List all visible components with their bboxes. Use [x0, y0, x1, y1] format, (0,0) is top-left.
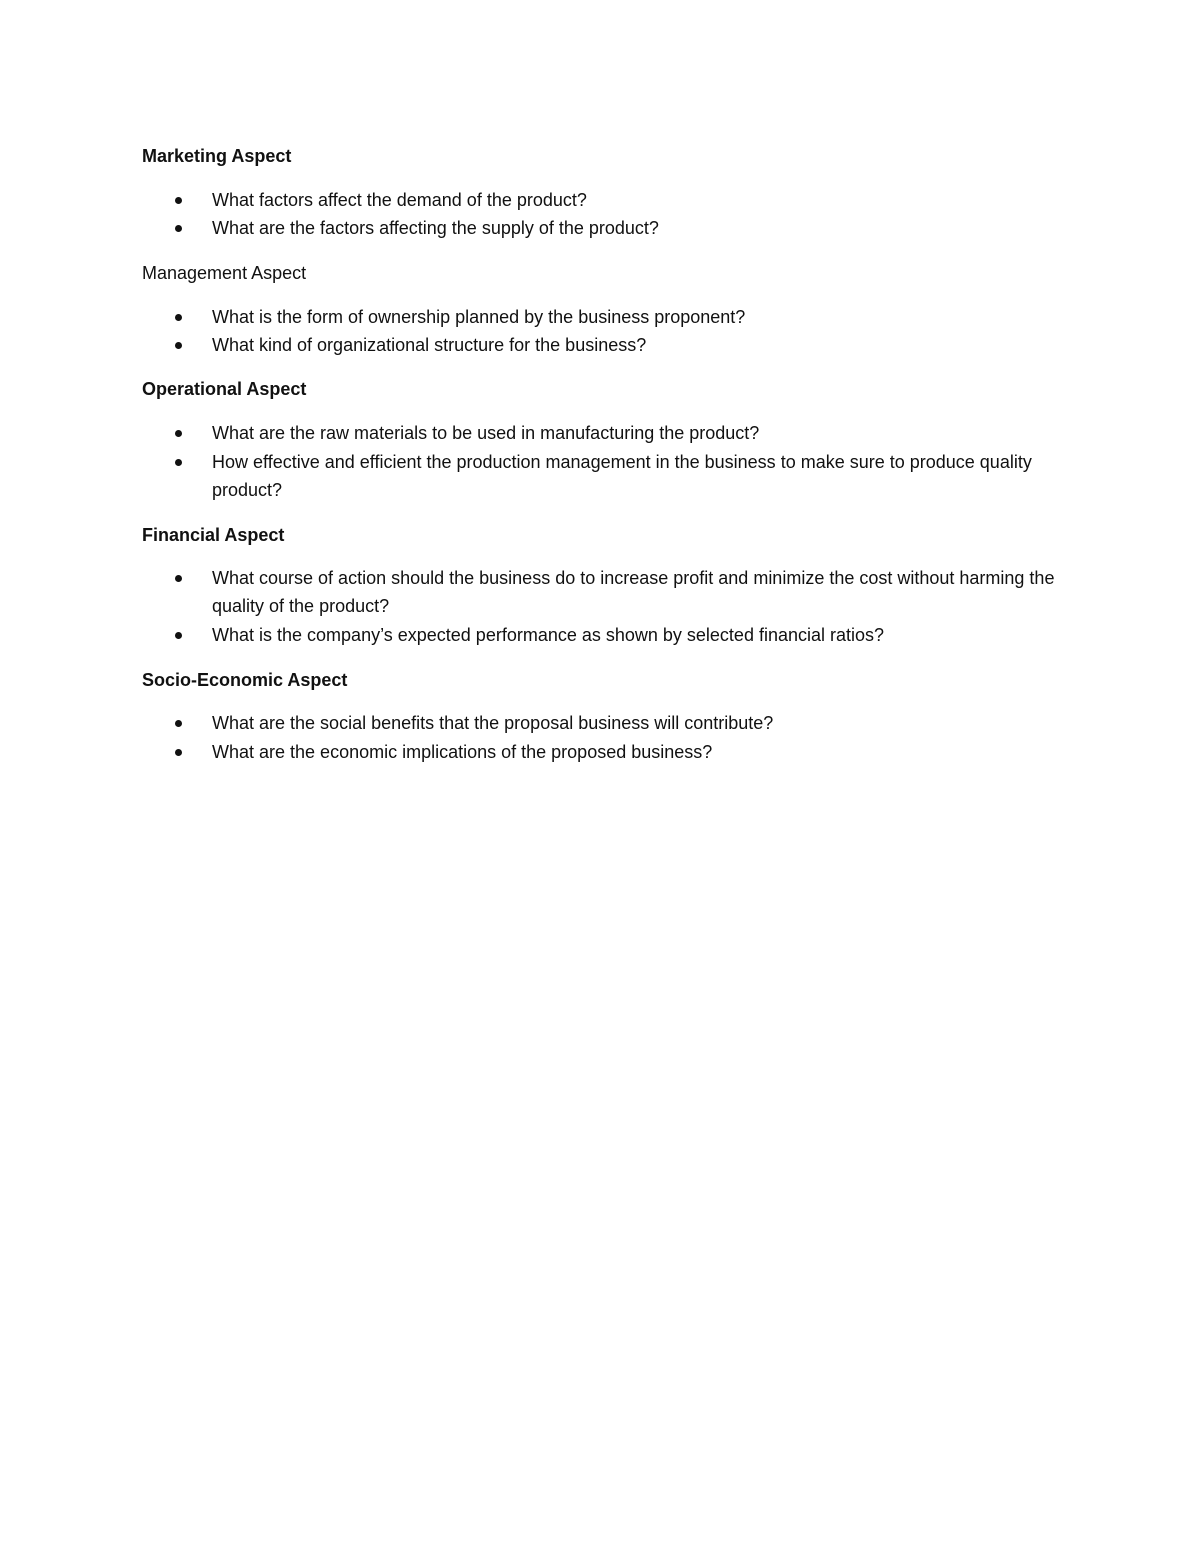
list-item: What is the form of ownership planned by the business proponent?: [212, 307, 746, 327]
list-item: What are the economic implications of the proposed business?: [212, 742, 713, 762]
list-item: What are the factors affecting the supply of the product?: [212, 218, 659, 238]
list-item: What are the social benefits that the proposal business will contribute?: [212, 713, 774, 733]
section-heading-marketing: Marketing Aspect: [142, 146, 292, 166]
list-item: What is the company’s expected performance as shown by selected financial ratios?: [212, 625, 885, 645]
section-heading-financial: Financial Aspect: [142, 525, 285, 545]
section-heading-management: Management Aspect: [142, 263, 307, 283]
list-item: What course of action should the business do to increase profit and minimize the cost without harming the quality of the product?: [212, 568, 1055, 616]
list-item: How effective and efficient the production management in the business to make sure to produce quality product?: [212, 452, 1032, 500]
list-item: What are the raw materials to be used in manufacturing the product?: [212, 423, 760, 443]
section-heading-operational: Operational Aspect: [142, 379, 307, 399]
section-heading-socio-economic: Socio-Economic Aspect: [142, 670, 348, 690]
list-item: What kind of organizational structure for the business?: [212, 335, 647, 355]
list-item: What factors affect the demand of the product?: [212, 190, 587, 210]
